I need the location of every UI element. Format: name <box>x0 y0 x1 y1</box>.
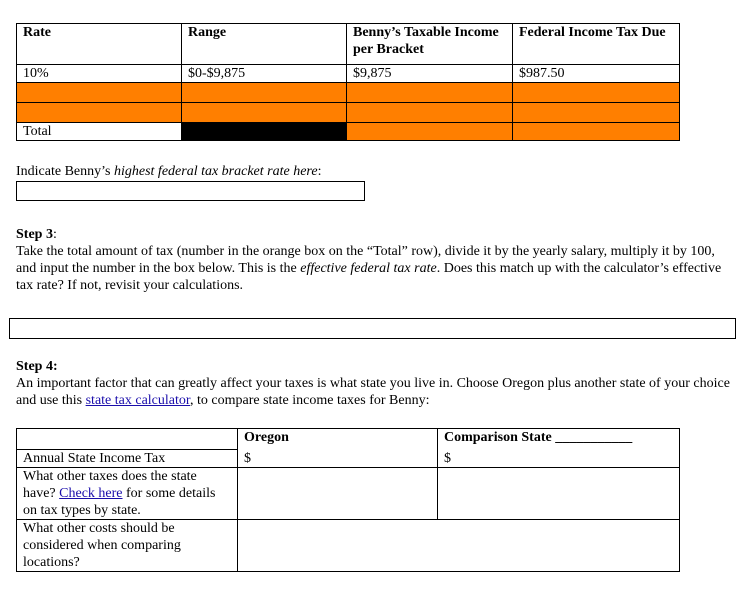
bracket-prompt-emphasis: highest federal tax bracket rate here <box>113 164 318 179</box>
step3-body <box>16 243 736 294</box>
cell-range: $0-$9,875 <box>182 65 347 83</box>
row-other-taxes-text: What other taxes does the state have? <box>23 469 197 501</box>
step4-text: An important factor that can greatly affect your taxes is what state you live in. Choose Oregon plus another state of your choice and use this <box>16 376 730 408</box>
header-rate: Rate <box>17 24 182 65</box>
row-other-taxes <box>17 468 238 520</box>
step4-body <box>16 375 736 409</box>
tax-bracket-table <box>16 23 680 141</box>
step4-section <box>16 358 736 409</box>
input-cell-due[interactable] <box>513 83 680 103</box>
state-table-header-row <box>17 429 680 450</box>
tax-table-total-row <box>17 123 680 141</box>
step3-title-colon: : <box>52 227 57 242</box>
tax-table-row <box>17 65 680 83</box>
row-other-costs: What other costs should be considered when comparing locations? <box>17 520 238 572</box>
total-tax-due-input[interactable] <box>513 123 680 141</box>
highest-bracket-input[interactable] <box>16 181 365 201</box>
input-cell-rate[interactable] <box>17 103 182 123</box>
state-table-row <box>17 520 680 572</box>
cell-rate: 10% <box>17 65 182 83</box>
header-taxable-income: Benny’s Taxable Income per Bracket <box>347 24 513 65</box>
other-costs-input[interactable] <box>238 520 680 572</box>
header-comparison-state: Comparison State ___________ <box>438 429 680 450</box>
blocked-cell <box>182 123 347 141</box>
row-other-taxes-text-end: for some details on tax types by state. <box>23 486 216 518</box>
step3-emphasis: effective federal tax rate <box>300 261 437 276</box>
cell-due: $987.50 <box>513 65 680 83</box>
tax-table-row <box>17 83 680 103</box>
step3-title: Step 3 <box>16 227 53 242</box>
header-range: Range <box>182 24 347 65</box>
input-cell-taxable[interactable] <box>347 103 513 123</box>
input-cell-range[interactable] <box>182 103 347 123</box>
state-comparison-table <box>16 428 680 572</box>
input-cell-rate[interactable] <box>17 83 182 103</box>
tax-table-header-row <box>17 24 680 65</box>
tax-table-row <box>17 103 680 123</box>
state-table-row <box>17 468 680 520</box>
header-tax-due: Federal Income Tax Due <box>513 24 680 65</box>
input-cell-taxable[interactable] <box>347 83 513 103</box>
oregon-tax-input[interactable]: $ <box>238 450 438 468</box>
comparison-tax-input[interactable]: $ <box>438 450 680 468</box>
total-label: Total <box>17 123 182 141</box>
header-oregon: Oregon <box>238 429 438 450</box>
comparison-other-taxes-input[interactable] <box>438 468 680 520</box>
state-table-row <box>17 450 680 468</box>
oregon-other-taxes-input[interactable] <box>238 468 438 520</box>
step4-text-end: , to compare state income taxes for Benny: <box>190 393 430 408</box>
bracket-prompt-text: Indicate Benny’s <box>16 164 114 179</box>
step4-title: Step 4: <box>16 359 58 374</box>
row-annual-state-tax: Annual State Income Tax <box>17 450 238 468</box>
state-table-corner <box>17 429 238 450</box>
state-tax-calculator-link[interactable]: state tax calculator <box>85 393 190 408</box>
cell-taxable: $9,875 <box>347 65 513 83</box>
bracket-prompt-colon: : <box>317 164 322 179</box>
input-cell-range[interactable] <box>182 83 347 103</box>
step3-text-end: . Does this match up with the calculator’s effective tax rate? If not, revisit your calculations. <box>16 261 722 293</box>
bracket-prompt <box>16 163 736 180</box>
effective-tax-rate-input[interactable] <box>9 318 736 339</box>
input-cell-due[interactable] <box>513 103 680 123</box>
step3-section <box>16 226 736 294</box>
check-here-link[interactable]: Check here <box>59 486 123 501</box>
total-taxable-input[interactable] <box>347 123 513 141</box>
step3-text: Take the total amount of tax (number in the orange box on the “Total” row), divide it by the yearly salary, multiply it by 100, and input the number in the box below. This is the <box>16 244 715 276</box>
